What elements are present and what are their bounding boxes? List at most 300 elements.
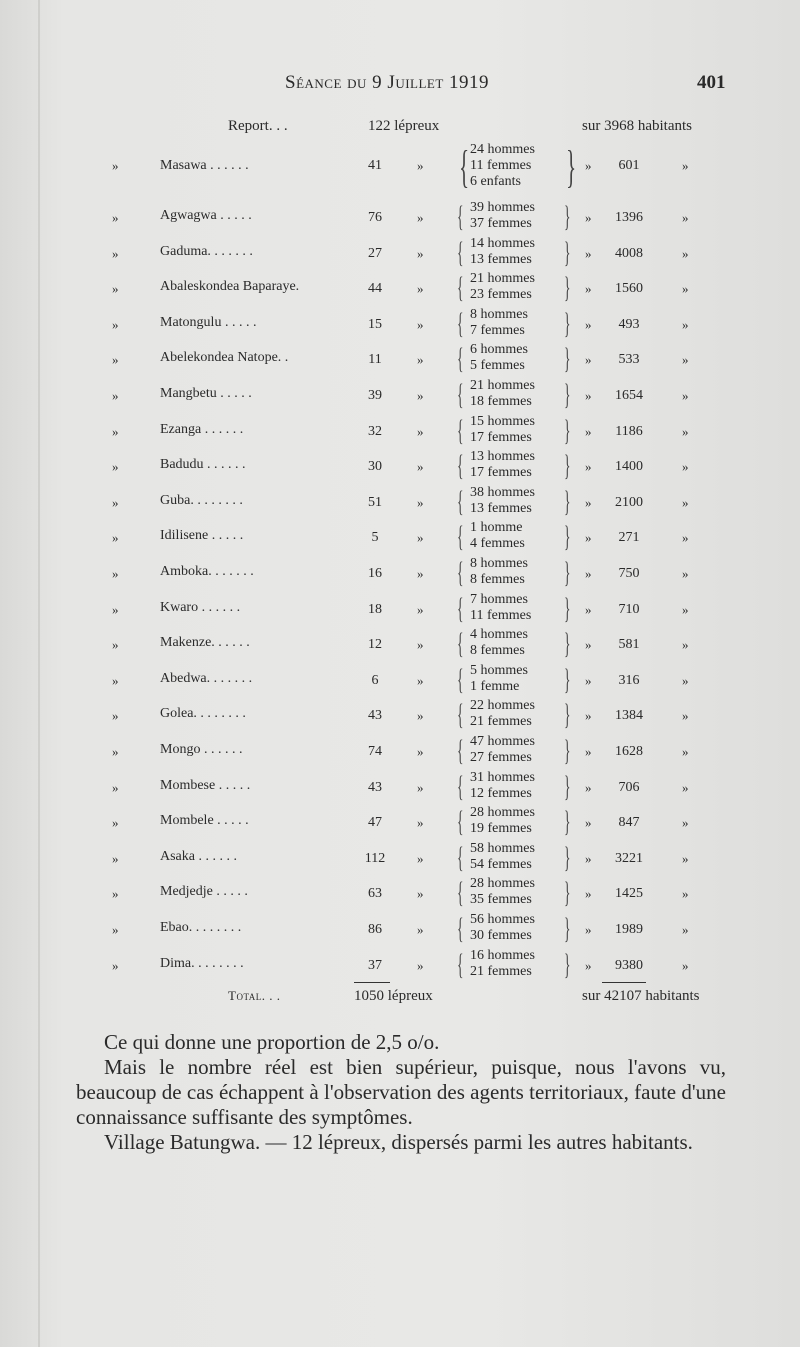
village-name: Ezanga . . . . . . bbox=[160, 421, 244, 437]
composition-line: 4 femmes bbox=[470, 536, 525, 552]
village-name: Amboka. . . . . . . bbox=[160, 564, 254, 579]
village-name: Gaduma. . . . . . . bbox=[160, 243, 253, 259]
table-row bbox=[0, 520, 800, 554]
composition-line: 28 hommes bbox=[470, 876, 535, 892]
ditto-mark: » bbox=[682, 316, 689, 332]
composition-line: 18 femmes bbox=[470, 394, 532, 409]
ditto-mark: » bbox=[682, 672, 689, 688]
habitants-count: 4008 bbox=[615, 245, 643, 261]
brace-right: } bbox=[563, 200, 571, 233]
report-label: Report. . . bbox=[228, 118, 288, 134]
leper-count: 5 bbox=[371, 530, 379, 546]
brace-right: } bbox=[563, 556, 571, 589]
ditto-mark: » bbox=[682, 494, 689, 510]
ditto-mark: » bbox=[682, 210, 689, 225]
ditto-mark: » bbox=[682, 601, 689, 617]
composition-line: 8 femmes bbox=[470, 643, 525, 659]
ditto-mark: » bbox=[417, 815, 424, 831]
leper-count: 74 bbox=[368, 744, 382, 759]
brace-left: { bbox=[456, 947, 464, 981]
composition-line: 23 femmes bbox=[470, 287, 532, 303]
habitants-count: 9380 bbox=[615, 957, 643, 973]
total-count: 1050 lépreux bbox=[354, 988, 433, 1004]
brace-right: } bbox=[563, 769, 571, 803]
table-row bbox=[0, 271, 800, 305]
ditto-mark: » bbox=[585, 566, 592, 581]
village-name: Abedwa. . . . . . . bbox=[160, 670, 253, 686]
ditto-mark: » bbox=[682, 744, 689, 759]
composition bbox=[470, 485, 535, 517]
composition bbox=[470, 271, 535, 303]
habitants-count: 601 bbox=[618, 158, 640, 173]
table-row bbox=[0, 342, 800, 376]
brace-right: } bbox=[563, 413, 571, 447]
leper-count: 76 bbox=[368, 210, 382, 225]
leper-count: 63 bbox=[368, 886, 382, 902]
table-row bbox=[0, 734, 800, 768]
composition-line: 11 femmes bbox=[470, 158, 532, 173]
table-row bbox=[0, 627, 800, 661]
ditto-mark: » bbox=[417, 708, 424, 724]
total-row bbox=[0, 988, 800, 1010]
habitants-count: 1396 bbox=[615, 210, 643, 225]
ditto-mark: » bbox=[112, 637, 119, 653]
table-row bbox=[0, 378, 800, 412]
ditto-mark: » bbox=[585, 352, 592, 368]
ditto-mark: » bbox=[112, 423, 119, 439]
total-rule-left bbox=[354, 982, 390, 983]
habitants-count: 581 bbox=[618, 637, 640, 653]
composition bbox=[470, 876, 535, 908]
leper-count: 44 bbox=[368, 281, 382, 297]
composition-line: 21 hommes bbox=[470, 378, 535, 393]
ditto-mark: » bbox=[417, 388, 424, 403]
habitants-count: 271 bbox=[618, 530, 640, 546]
ditto-mark: » bbox=[112, 886, 119, 902]
ditto-mark: » bbox=[682, 352, 689, 368]
habitants-count: 710 bbox=[618, 601, 640, 617]
ditto-mark: » bbox=[417, 281, 424, 297]
composition-line: 17 femmes bbox=[470, 465, 532, 481]
composition-line: 39 hommes bbox=[470, 200, 535, 215]
composition-line: 19 femmes bbox=[470, 821, 532, 837]
ditto-mark: » bbox=[112, 210, 119, 225]
brace-left: { bbox=[456, 200, 464, 233]
composition-line: 8 hommes bbox=[470, 306, 528, 322]
table-row bbox=[0, 142, 800, 192]
ditto-mark: » bbox=[417, 316, 424, 332]
composition-line: 21 femmes bbox=[470, 963, 532, 979]
composition-line: 16 hommes bbox=[470, 947, 535, 963]
composition-line: 5 hommes bbox=[470, 662, 528, 678]
ditto-mark: » bbox=[682, 886, 689, 902]
composition-line: 13 femmes bbox=[470, 500, 532, 516]
ditto-mark: » bbox=[585, 245, 592, 261]
ditto-mark: » bbox=[417, 744, 424, 759]
ditto-mark: » bbox=[112, 245, 119, 261]
composition-line: 11 femmes bbox=[470, 607, 532, 623]
brace-left: { bbox=[456, 413, 464, 447]
ditto-mark: » bbox=[585, 281, 592, 297]
village-name: Dima. . . . . . . . bbox=[160, 955, 244, 971]
brace-right: } bbox=[563, 947, 571, 981]
brace-left: { bbox=[456, 698, 464, 732]
habitants-count: 750 bbox=[618, 566, 640, 581]
composition-line: 31 hommes bbox=[470, 769, 535, 785]
brace-left: { bbox=[456, 840, 464, 874]
leper-count: 30 bbox=[368, 459, 382, 475]
brace-left: { bbox=[456, 805, 464, 839]
leper-count: 86 bbox=[368, 922, 382, 937]
leper-count: 51 bbox=[368, 494, 382, 510]
ditto-mark: » bbox=[417, 530, 424, 546]
report-habitants: sur 3968 habitants bbox=[582, 118, 692, 134]
ditto-mark: » bbox=[112, 744, 119, 759]
ditto-mark: » bbox=[585, 459, 592, 475]
habitants-count: 316 bbox=[618, 672, 640, 688]
total-label: Total. . . bbox=[228, 988, 281, 1003]
village-name: Mongo . . . . . . bbox=[160, 742, 243, 757]
habitants-count: 1425 bbox=[615, 886, 643, 902]
ditto-mark: » bbox=[585, 494, 592, 510]
ditto-mark: » bbox=[417, 672, 424, 688]
ditto-mark: » bbox=[417, 957, 424, 973]
brace-left: { bbox=[456, 235, 464, 269]
habitants-count: 1560 bbox=[615, 281, 643, 297]
habitants-count: 1628 bbox=[615, 744, 643, 759]
brace-right: } bbox=[563, 235, 571, 269]
composition bbox=[470, 556, 528, 588]
leper-count: 43 bbox=[368, 708, 382, 724]
brace-right: } bbox=[563, 520, 571, 554]
ditto-mark: » bbox=[682, 158, 689, 173]
composition-line: 47 hommes bbox=[470, 734, 535, 749]
composition-line: 17 femmes bbox=[470, 429, 532, 445]
composition bbox=[470, 770, 535, 802]
brace-left: { bbox=[456, 591, 464, 625]
ditto-mark: » bbox=[682, 922, 689, 937]
ditto-mark: » bbox=[585, 779, 592, 795]
ditto-mark: » bbox=[682, 388, 689, 403]
leper-count: 112 bbox=[364, 850, 386, 866]
ditto-mark: » bbox=[682, 566, 689, 581]
report-count: 122 lépreux bbox=[368, 118, 440, 134]
ditto-mark: » bbox=[417, 210, 424, 225]
village-name: Golea. . . . . . . . bbox=[160, 706, 246, 722]
village-name: Mombese . . . . . bbox=[160, 777, 251, 793]
leper-count: 18 bbox=[368, 601, 382, 617]
ditto-mark: » bbox=[682, 459, 689, 475]
brace-left: { bbox=[456, 912, 464, 945]
ditto-mark: » bbox=[585, 423, 592, 439]
brace-left: { bbox=[456, 306, 464, 340]
brace-right: } bbox=[563, 840, 571, 874]
ditto-mark: » bbox=[112, 158, 119, 173]
table-row bbox=[0, 449, 800, 483]
brace-left: { bbox=[456, 769, 464, 803]
composition-line: 54 femmes bbox=[470, 856, 532, 872]
brace-right: } bbox=[563, 378, 571, 411]
village-name: Mombele . . . . . bbox=[160, 813, 249, 829]
paragraph: Ce qui donne une proportion de 2,5 o/o. bbox=[104, 1030, 440, 1054]
table-row bbox=[0, 876, 800, 910]
brace-right: } bbox=[563, 271, 571, 305]
village-name: Idilisene . . . . . bbox=[160, 528, 244, 544]
ditto-mark: » bbox=[585, 158, 592, 173]
composition-line: 24 hommes bbox=[470, 142, 535, 157]
habitants-count: 533 bbox=[618, 352, 640, 368]
composition bbox=[470, 627, 528, 659]
composition-line: 56 hommes bbox=[470, 912, 535, 927]
composition-line: 13 hommes bbox=[470, 449, 535, 465]
leper-count: 39 bbox=[368, 388, 382, 403]
habitants-count: 1400 bbox=[615, 459, 643, 475]
brace-left: { bbox=[459, 141, 470, 192]
composition-line: 6 enfants bbox=[470, 174, 521, 189]
ditto-mark: » bbox=[417, 352, 424, 368]
table-row bbox=[0, 414, 800, 448]
village-name: Makenze. . . . . . bbox=[160, 635, 250, 651]
brace-right: } bbox=[566, 141, 577, 192]
composition bbox=[470, 592, 531, 624]
table-row bbox=[0, 948, 800, 982]
ditto-mark: » bbox=[682, 530, 689, 546]
habitants-count: 493 bbox=[618, 316, 640, 332]
composition-line: 35 femmes bbox=[470, 892, 532, 908]
ditto-mark: » bbox=[585, 886, 592, 902]
ditto-mark: » bbox=[585, 815, 592, 831]
ditto-mark: » bbox=[585, 316, 592, 332]
ditto-mark: » bbox=[112, 922, 119, 937]
brace-right: } bbox=[563, 627, 571, 661]
composition-line: 21 hommes bbox=[470, 271, 535, 287]
brace-left: { bbox=[456, 484, 464, 518]
brace-left: { bbox=[456, 271, 464, 305]
composition-line: 21 femmes bbox=[470, 714, 532, 730]
composition-line: 7 femmes bbox=[470, 322, 525, 338]
ditto-mark: » bbox=[417, 850, 424, 866]
habitants-count: 1186 bbox=[615, 423, 643, 439]
brace-left: { bbox=[456, 662, 464, 696]
paragraph: Mais le nombre réel est bien supérieur, puisque, nous l'avons vu, beaucoup de cas échappent à l'observation des agents territoriaux, faute d'une connaissance suffisante des symptômes. bbox=[76, 1055, 726, 1129]
composition bbox=[470, 342, 528, 374]
report-row bbox=[0, 118, 800, 140]
composition-line: 5 femmes bbox=[470, 358, 525, 374]
composition-line: 1 homme bbox=[470, 520, 523, 536]
leper-count: 12 bbox=[368, 637, 382, 653]
leper-count: 6 bbox=[371, 672, 379, 688]
leper-count: 43 bbox=[368, 779, 382, 795]
composition-line: 22 hommes bbox=[470, 698, 535, 714]
brace-right: } bbox=[563, 912, 571, 945]
composition bbox=[470, 449, 535, 481]
village-name: Masawa . . . . . . bbox=[160, 158, 249, 173]
brace-right: } bbox=[563, 876, 571, 910]
running-head: Séance du 9 Juillet 1919 bbox=[285, 72, 490, 93]
composition-line: 4 hommes bbox=[470, 627, 528, 643]
composition-line: 15 hommes bbox=[470, 413, 535, 429]
brace-right: } bbox=[563, 662, 571, 696]
composition bbox=[470, 805, 535, 837]
composition-line: 12 femmes bbox=[470, 785, 532, 801]
table-row bbox=[0, 698, 800, 732]
composition-line: 13 femmes bbox=[470, 251, 532, 267]
leper-count: 41 bbox=[368, 158, 382, 173]
composition bbox=[470, 200, 535, 232]
leper-count: 47 bbox=[368, 815, 382, 831]
ditto-mark: » bbox=[417, 601, 424, 617]
village-name: Abaleskondea Baparaye. bbox=[160, 279, 300, 295]
ditto-mark: » bbox=[417, 459, 424, 475]
leper-count: 16 bbox=[368, 566, 382, 581]
ditto-mark: » bbox=[585, 922, 592, 937]
ditto-mark: » bbox=[682, 423, 689, 439]
composition bbox=[470, 307, 528, 339]
ditto-mark: » bbox=[682, 957, 689, 973]
habitants-count: 3221 bbox=[615, 850, 643, 866]
ditto-mark: » bbox=[417, 423, 424, 439]
ditto-mark: » bbox=[112, 566, 119, 581]
composition-line: 6 hommes bbox=[470, 342, 528, 358]
ditto-mark: » bbox=[585, 388, 592, 403]
composition-line: 8 femmes bbox=[470, 572, 525, 587]
ditto-mark: » bbox=[585, 708, 592, 724]
table-row bbox=[0, 663, 800, 697]
total-habitants: sur 42107 habitants bbox=[582, 988, 700, 1004]
ditto-mark: » bbox=[417, 637, 424, 653]
ditto-mark: » bbox=[585, 672, 592, 688]
ditto-mark: » bbox=[682, 779, 689, 795]
ditto-mark: » bbox=[112, 672, 119, 688]
village-name: Badudu . . . . . . bbox=[160, 457, 246, 473]
table-row bbox=[0, 236, 800, 270]
brace-left: { bbox=[456, 378, 464, 411]
ditto-mark: » bbox=[585, 530, 592, 546]
composition bbox=[470, 948, 535, 980]
ditto-mark: » bbox=[112, 281, 119, 297]
composition-line: 28 hommes bbox=[470, 805, 535, 821]
ditto-mark: » bbox=[112, 601, 119, 617]
ditto-mark: » bbox=[112, 708, 119, 724]
habitants-count: 1654 bbox=[615, 388, 643, 403]
ditto-mark: » bbox=[417, 245, 424, 261]
page-number: 401 bbox=[697, 72, 726, 93]
composition-line: 37 femmes bbox=[470, 216, 532, 231]
leper-count: 27 bbox=[368, 245, 382, 261]
village-name: Guba. . . . . . . . bbox=[160, 492, 243, 508]
body-text bbox=[76, 1030, 726, 1155]
ditto-mark: » bbox=[585, 210, 592, 225]
brace-left: { bbox=[456, 876, 464, 910]
ditto-mark: » bbox=[417, 158, 424, 173]
ditto-mark: » bbox=[112, 459, 119, 475]
leper-count: 37 bbox=[368, 957, 382, 973]
composition-line: 27 femmes bbox=[470, 750, 532, 765]
composition bbox=[470, 841, 535, 873]
ditto-mark: » bbox=[112, 957, 119, 973]
composition-line: 38 hommes bbox=[470, 484, 535, 500]
composition bbox=[470, 414, 535, 446]
brace-left: { bbox=[456, 342, 464, 376]
table-row bbox=[0, 485, 800, 519]
ditto-mark: » bbox=[585, 601, 592, 617]
brace-left: { bbox=[456, 520, 464, 554]
composition-line: 14 hommes bbox=[470, 235, 535, 251]
brace-right: } bbox=[563, 306, 571, 340]
brace-left: { bbox=[456, 627, 464, 661]
village-name: Mangbetu . . . . . bbox=[160, 386, 252, 401]
brace-right: } bbox=[563, 484, 571, 518]
village-name: Asaka . . . . . . bbox=[160, 848, 237, 864]
leper-count: 15 bbox=[368, 316, 382, 332]
composition-line: 30 femmes bbox=[470, 928, 532, 943]
brace-right: } bbox=[563, 591, 571, 625]
ditto-mark: » bbox=[417, 494, 424, 510]
habitants-count: 1989 bbox=[615, 922, 643, 937]
brace-left: { bbox=[456, 734, 464, 767]
composition bbox=[470, 236, 535, 268]
composition-line: 7 hommes bbox=[470, 591, 528, 607]
village-name: Ebao. . . . . . . . bbox=[160, 920, 242, 935]
ditto-mark: » bbox=[585, 744, 592, 759]
paragraph: Village Batungwa. — 12 lépreux, dispersés parmi les autres habitants. bbox=[104, 1130, 693, 1154]
brace-right: } bbox=[563, 342, 571, 376]
ditto-mark: » bbox=[682, 850, 689, 866]
composition bbox=[470, 378, 535, 410]
brace-right: } bbox=[563, 449, 571, 483]
composition-line: 1 femme bbox=[470, 678, 520, 694]
ditto-mark: » bbox=[112, 388, 119, 403]
ditto-mark: » bbox=[585, 637, 592, 653]
composition bbox=[470, 520, 525, 552]
habitants-count: 847 bbox=[618, 815, 640, 831]
table-row bbox=[0, 805, 800, 839]
ditto-mark: » bbox=[112, 316, 119, 332]
ditto-mark: » bbox=[417, 922, 424, 937]
ditto-mark: » bbox=[112, 815, 119, 831]
leper-count: 11 bbox=[368, 352, 382, 368]
leper-count: 32 bbox=[368, 423, 382, 439]
habitants-count: 706 bbox=[618, 779, 640, 795]
composition bbox=[470, 734, 535, 766]
village-name: Matongulu . . . . . bbox=[160, 314, 257, 330]
ditto-mark: » bbox=[112, 494, 119, 510]
composition-line: 58 hommes bbox=[470, 840, 535, 856]
table-row bbox=[0, 841, 800, 875]
table-row bbox=[0, 912, 800, 946]
table-row bbox=[0, 556, 800, 590]
habitants-count: 1384 bbox=[615, 708, 643, 724]
ditto-mark: » bbox=[682, 708, 689, 724]
ditto-mark: » bbox=[585, 957, 592, 973]
ditto-mark: » bbox=[112, 850, 119, 866]
ditto-mark: » bbox=[112, 779, 119, 795]
brace-right: } bbox=[563, 734, 571, 767]
composition bbox=[470, 698, 535, 730]
brace-left: { bbox=[456, 449, 464, 483]
ditto-mark: » bbox=[585, 850, 592, 866]
table-row bbox=[0, 592, 800, 626]
village-name: Medjedje . . . . . bbox=[160, 884, 248, 900]
brace-left: { bbox=[456, 556, 464, 589]
ditto-mark: » bbox=[682, 815, 689, 831]
composition-line: 8 hommes bbox=[470, 556, 528, 571]
ditto-mark: » bbox=[682, 281, 689, 297]
village-name: Abelekondea Natope. . bbox=[160, 350, 289, 366]
brace-right: } bbox=[563, 805, 571, 839]
village-name: Kwaro . . . . . . bbox=[160, 599, 241, 615]
brace-right: } bbox=[563, 698, 571, 732]
